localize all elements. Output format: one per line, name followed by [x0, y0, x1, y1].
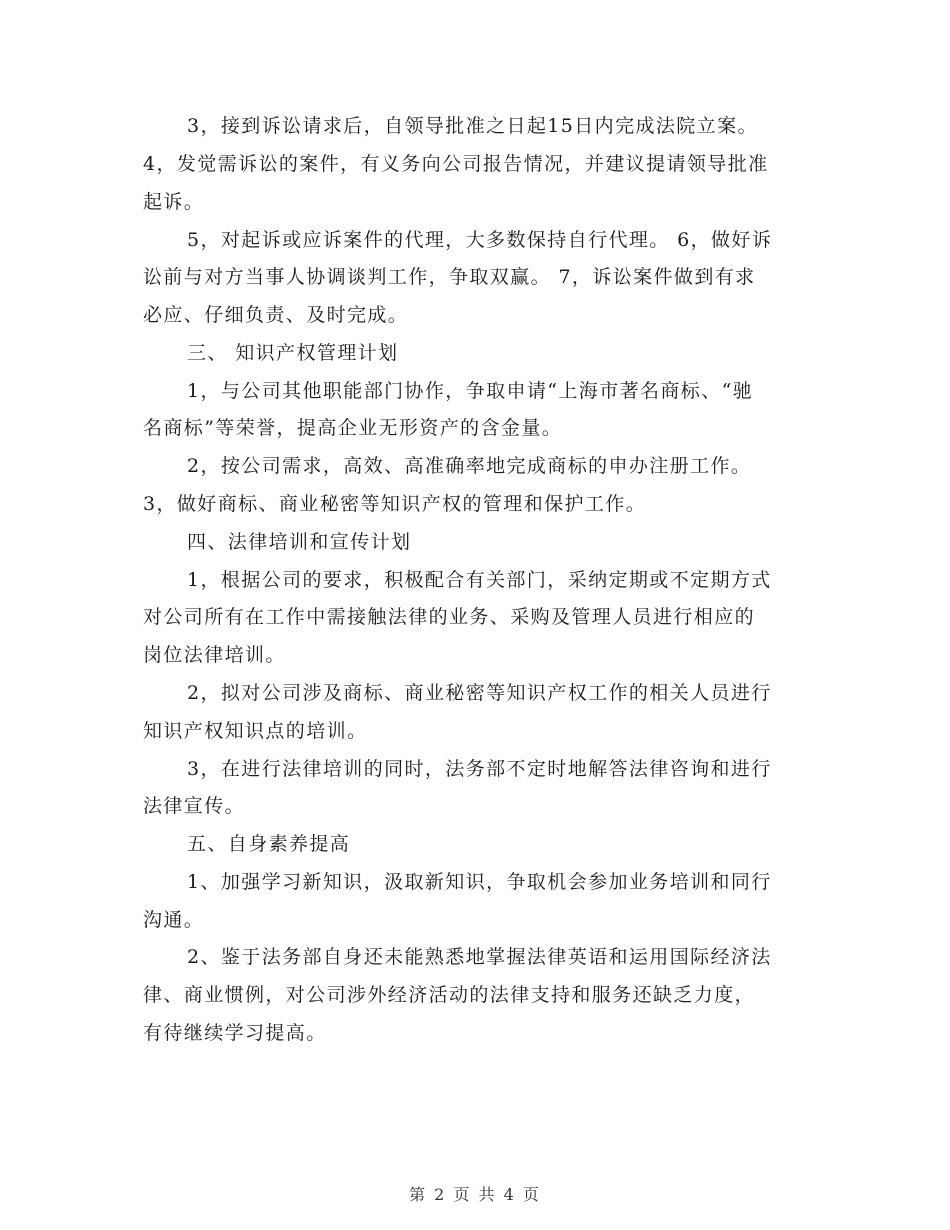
text-line: 4，发觉需诉讼的案件，有义务向公司报告情况，并建议提请领导批准: [143, 153, 769, 175]
text-line: 必应、仔细负责、及时完成。: [143, 304, 409, 326]
text-line: 1，根据公司的要求，积极配合有关部门，采纳定期或不定期方式: [187, 569, 772, 591]
text-line: 律、商业惯例，对公司涉外经济活动的法律支持和服务还缺乏力度，: [143, 984, 756, 1006]
text-line: 岗位法律培训。: [143, 644, 286, 666]
text-line: 有待继续学习提高。: [143, 1022, 327, 1044]
text-line: 1，与公司其他职能部门协作，争取申请“上海市著名商标、“驰: [187, 380, 754, 402]
section-heading: 四、法律培训和宣传计划: [187, 531, 412, 553]
text-line: 法律宣传。: [143, 795, 246, 817]
section-heading: 五、自身素养提高: [187, 833, 351, 855]
section-heading: 三、 知识产权管理计划: [187, 342, 399, 364]
page-number: 第 2 页 共 4 页: [409, 1185, 541, 1204]
text-line: 对公司所有在工作中需接触法律的业务、采购及管理人员进行相应的: [143, 606, 756, 628]
text-line: 沟通。: [143, 909, 205, 931]
text-line: 5，对起诉或应诉案件的代理，大多数保持自行代理。 6，做好诉: [187, 229, 773, 251]
text-line: 讼前与对方当事人协调谈判工作，争取双赢。 7，诉讼案件做到有求: [143, 266, 756, 288]
text-line: 3，接到诉讼请求后，自领导批准之日起15日内完成法院立案。: [187, 115, 758, 137]
text-line: 3，做好商标、商业秘密等知识产权的管理和保护工作。: [143, 493, 647, 515]
text-line: 知识产权知识点的培训。: [143, 720, 368, 742]
text-line: 起诉。: [143, 191, 205, 213]
text-line: 名商标”等荣誉，提高企业无形资产的含金量。: [143, 417, 563, 439]
text-line: 1、加强学习新知识，汲取新知识，争取机会参加业务培训和同行: [187, 871, 772, 893]
text-line: 2，按公司需求，高效、高准确率地完成商标的申办注册工作。: [187, 455, 752, 477]
text-line: 2，拟对公司涉及商标、商业秘密等知识产权工作的相关人员进行: [187, 682, 772, 704]
text-line: 3，在进行法律培训的同时，法务部不定时地解答法律咨询和进行: [187, 758, 772, 780]
text-line: 2、鉴于法务部自身还未能熟悉地掌握法律英语和运用国际经济法: [187, 946, 772, 968]
